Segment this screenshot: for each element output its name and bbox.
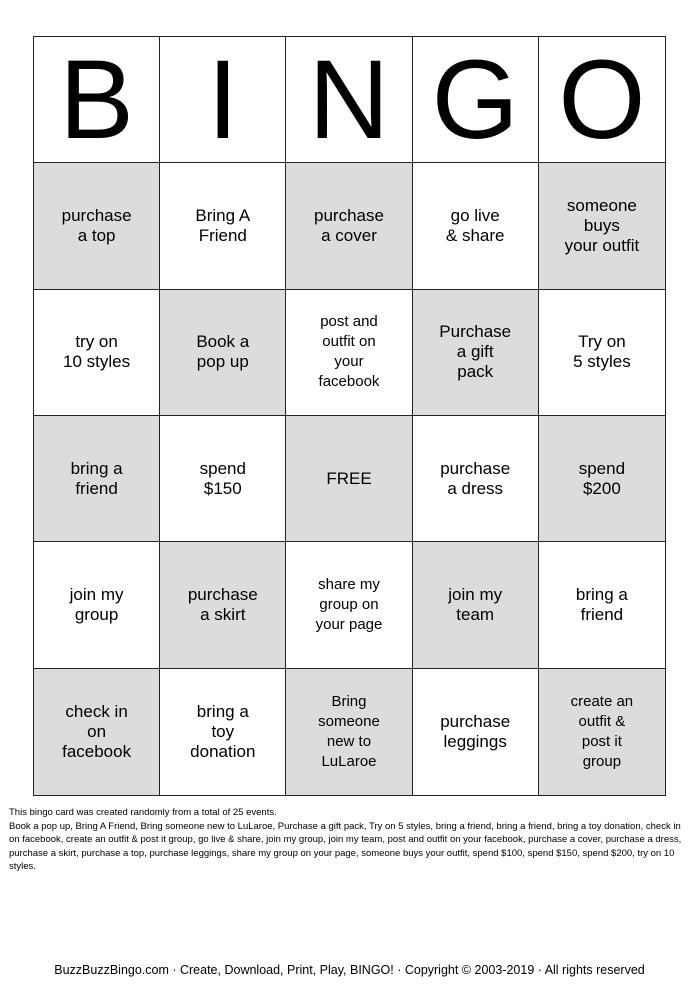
header-letter-o: O	[539, 37, 665, 163]
bingo-cell: Bring someone new to LuLaroe	[286, 669, 412, 795]
bingo-card	[33, 36, 666, 796]
bingo-cell: bring a friend	[34, 416, 160, 542]
bingo-cell: bring a toy donation	[160, 669, 286, 795]
bingo-cell: bring a friend	[539, 542, 665, 668]
bingo-cell: Purchase a gift pack	[413, 290, 539, 416]
header-letter-i: I	[160, 37, 286, 163]
header-letter-b: B	[34, 37, 160, 163]
bingo-cell: purchase a skirt	[160, 542, 286, 668]
bingo-cell: Try on 5 styles	[539, 290, 665, 416]
bingo-cell: post and outfit on your facebook	[286, 290, 412, 416]
bingo-cell: Bring A Friend	[160, 163, 286, 289]
card-description	[9, 806, 693, 874]
bingo-cell: purchase a top	[34, 163, 160, 289]
bingo-cell: go live & share	[413, 163, 539, 289]
bingo-cell: spend $200	[539, 416, 665, 542]
bingo-cell: share my group on your page	[286, 542, 412, 668]
footer-copyright: BuzzBuzzBingo.com · Create, Download, Print, Play, BINGO! · Copyright © 2003-2019 · All rights reserved	[54, 963, 645, 977]
bingo-cell: create an outfit & post it group	[539, 669, 665, 795]
bingo-cell: purchase a dress	[413, 416, 539, 542]
bingo-cell: spend $150	[160, 416, 286, 542]
bingo-cell: Book a pop up	[160, 290, 286, 416]
bingo-cell: try on 10 styles	[34, 290, 160, 416]
bingo-cell: join my group	[34, 542, 160, 668]
bingo-cell: join my team	[413, 542, 539, 668]
description-events: Book a pop up, Bring A Friend, Bring someone new to LuLaroe, Purchase a gift pack, Try on 5 styles, bring a friend, bring a friend, bring a toy donation, check in on facebook, create an outfit & post it group, go live & share, join my group, join my team, post and outfit on your facebook, purchase a cover, purchase a dress, purchase a skirt, purchase a top, purchase leggings, share my group on your page, someone buys your outfit, spend $100, spend $150, spend $200, try on 10 styles.	[9, 820, 682, 872]
description-intro: This bingo card was created randomly from a total of 25 events.	[9, 807, 277, 818]
bingo-cell: purchase a cover	[286, 163, 412, 289]
bingo-cell: purchase leggings	[413, 669, 539, 795]
bingo-cell: check in on facebook	[34, 669, 160, 795]
header-letter-g: G	[413, 37, 539, 163]
header-letter-n: N	[286, 37, 412, 163]
bingo-cell: someone buys your outfit	[539, 163, 665, 289]
free-space-cell: FREE	[286, 416, 412, 542]
